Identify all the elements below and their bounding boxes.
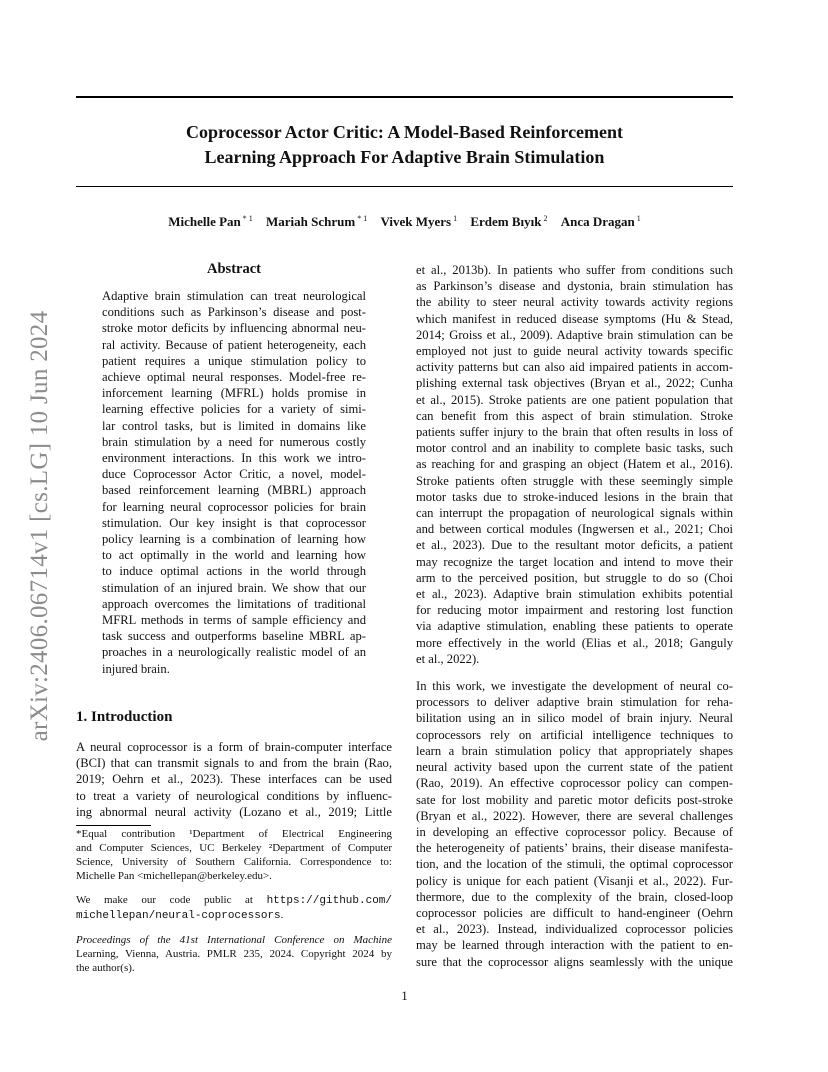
body-line: learn a brain stimulation policy that appropriately shapes [416,743,733,758]
author: Michelle Pan $^{* 1}$ [168,214,253,230]
abstract-line: task success and outperforms baseline MBRL ap- [102,629,366,644]
body-line: bilitation using an in silico model of brain injury. Neural [416,711,733,726]
right-column [416,262,733,970]
body-line: et al., 2015). Stroke patients are one patient population that [416,392,733,407]
body-line: may be learned through interaction with the patient to en- [416,938,733,953]
top-rule [76,96,733,98]
abstract-line: to act optimally in the world and learning how [102,548,366,563]
paper-title [76,120,733,170]
body-line: plishing external task objectives (Bryan et al., 2022; Cunha [416,376,733,391]
abstract-text [102,288,366,677]
body-line: 2014; Groiss et al., 2009). Adaptive brain stimulation can be [416,327,733,342]
abstract-line: brain stimulation by a need for numerous costly [102,434,366,449]
footnote-line: *Equal contribution ¹Department of Electrical Engineering [76,828,392,840]
body-line: motor control and an inability to complete basic tasks, such [416,441,733,456]
body-line: may recognize the target location and intend to move their [416,554,733,569]
abstract-line: for learning neural coprocessor policies for brain [102,499,366,514]
body-line: sure that the coprocessor aligns seamlessly with the unique [416,954,733,969]
abstract-line: stimulation. Our key insight is that coprocessor [102,515,366,530]
body-line: employed not just to guide neural activity towards specific [416,344,733,359]
footnote-rule [76,825,151,826]
body-line: thermore, due to the complexity of the brain, closed-loop [416,889,733,904]
author: Erdem Bıyık $^2$ [470,214,548,230]
title-line: Coprocessor Actor Critic: A Model-Based Reinforcement [185,122,624,142]
footnotes [76,827,392,975]
intro-line: ing abnormal neural activity (Lozano et al., 2019; Little [76,804,392,819]
body-line: arm to the perceived position, but struggle to do so (Choi [416,570,733,585]
abstract-line: approach overcomes the limitations of traditional [102,596,366,611]
proceedings-line: the author(s). [76,962,135,974]
author-list [76,214,733,230]
body-line: (Rao, 2019). An effective coprocessor policy can compen- [416,776,733,791]
body-line: the ability to steer neural activity towards activity regions [416,295,733,310]
intro-line: 2019; Oehrn et al., 2023). These interfaces can be used [76,772,392,787]
body-line: as Parkinson’s disease and dystonia, brain stimulation has [416,279,733,294]
body-line: which manifest in reduced disease symptoms (Hu & Stead, [416,311,733,326]
body-line: sate for lost mobility and paretic motor deficits post-stroke [416,792,733,807]
code-availability-line: michellepan/neural-coprocessors. [76,909,284,922]
body-line: motor tasks due to stroke-induced lesions in the brain that [416,489,733,504]
abstract-line: based reinforcement learning (MBRL) approach [102,483,366,498]
body-line: can benefit from this aspect of brain stimulation. Stroke [416,408,733,423]
code-link[interactable]: https://github.com/ [266,895,392,907]
intro-line: to treat a variety of neurological conditions by influenc- [76,788,392,803]
arxiv-stamp: arXiv:2406.06714v1 [cs.LG] 10 Jun 2024 [26,310,53,742]
body-line: In this work, we investigate the development of neural co- [416,679,733,694]
body-line: et al., 2023). Adaptive brain stimulation exhibits potential [416,587,733,602]
body-line: Stroke patients often struggle with these seemingly simple [416,473,733,488]
footnote-line: Michelle Pan <michellepan@berkeley.edu>. [76,870,272,882]
body-line: activity patterns but can also aid impaired patients in accom- [416,360,733,375]
abstract-line: achieve optimal neural responses. Model-free re- [102,370,366,385]
abstract-line: policy learning is a combination of learning how [102,532,366,547]
section-heading-introduction: 1. Introduction [76,709,173,725]
body-line: can interrupt the propagation of neurological signals within [416,506,733,521]
intro-paragraph [76,739,392,820]
body-line: et al., 2013b). In patients who suffer from conditions such [416,263,733,277]
body-line: et al., 2023). Instead, individualized coprocessor policies [416,922,733,937]
body-line: tion, and the location of the stimuli, the optimal coprocessor [416,857,733,872]
abstract-line: duce Coprocessor Actor Critic, a novel, model- [102,467,366,482]
abstract-line: stimulation of an injured brain. We show that our [102,580,366,595]
body-line: policy is unique for each patient (Visanji et al., 2022). Fur- [416,873,733,888]
abstract-line: injured brain. [102,661,170,676]
author: Mariah Schrum $^{* 1}$ [266,214,368,230]
body-line: for reducing motor impairment and restoring lost function [416,603,733,618]
body-line: processors to deliver adaptive brain stimulation for reha- [416,695,733,710]
body-line: patients suffer injury to the brain that often results in loss of [416,425,733,440]
body-line: in developing an effective coprocessor policy. Because of [416,824,733,839]
title-bottom-rule [76,186,733,187]
abstract-line: MFRL methods in terms of sample efficiency and [102,613,366,628]
body-line: coprocessor policies are difficult to hand-engineer (Oehrn [416,905,733,920]
body-line: more effectively in the world (Elias et al., 2018; Ganguly [416,635,733,650]
code-availability-line: We make our code public at https://github.com/ [76,894,392,907]
body-line: (Bryan et al., 2022). However, there are several challenges [416,808,733,823]
proceedings-line: Proceedings of the 41st International Conference on Machine [76,934,392,946]
author: Anca Dragan $^1$ [560,214,641,230]
abstract-line: conditions such as Parkinson’s disease and post- [102,305,366,320]
abstract-line: to induce optimal actions in the world through [102,564,366,579]
abstract-line: lar control tasks, but is limited in domains like [102,418,366,433]
body-line: the heterogeneity of patients’ brains, their disease manifesta- [416,841,733,856]
body-line: neural activity based upon the current state of the patient [416,760,733,775]
body-line: and between cortical modules (Ingwersen et al., 2021; Choi [416,522,733,537]
abstract-line: inforcement learning (MFRL) holds promise in [102,386,366,401]
footnote-line: Science, University of Southern California. Correspondence to: [76,856,392,868]
intro-line: (BCI) that can transmit signals to and from the brain (Rao, [76,756,392,771]
footnote-line: and Computer Sciences, UC Berkeley ²Department of Computer [76,842,392,854]
abstract-line: learning effective policies for a variety of simi- [102,402,366,417]
body-line: coprocessors rely on artificial intelligence techniques to [416,727,733,742]
proceedings-line: Learning, Vienna, Austria. PMLR 235, 2024. Copyright 2024 by [76,948,392,960]
abstract-line: ral activity. Because of patient heterogeneity, each [102,337,366,352]
body-line: via adaptive stimulation, enabling these patients to operate [416,619,733,634]
code-link[interactable]: michellepan/neural-coprocessors [76,910,281,922]
author: Vivek Myers $^1$ [380,214,458,230]
abstract-line: environment interactions. In this work we intro- [102,451,366,466]
body-line: et al., 2023). Due to the resultant motor deficits, a patient [416,538,733,553]
title-line: Learning Approach For Adaptive Brain Stimulation [204,147,605,167]
abstract-line: proaches in a neurologically realistic model of an [102,645,366,660]
abstract-line: stroke motor deficits by influencing abnormal neu- [102,321,366,336]
abstract-line: patient requires a unique stimulation policy to [102,353,366,368]
intro-line: A neural coprocessor is a form of brain-computer interface [76,740,392,754]
body-line: et al., 2022). [416,651,480,666]
page-number: 1 [401,989,408,1003]
abstract-line: Adaptive brain stimulation can treat neurological [102,289,366,303]
body-line: as reaching for and grasping an object (Hatem et al., 2016). [416,457,733,472]
abstract-heading: Abstract [207,261,261,277]
